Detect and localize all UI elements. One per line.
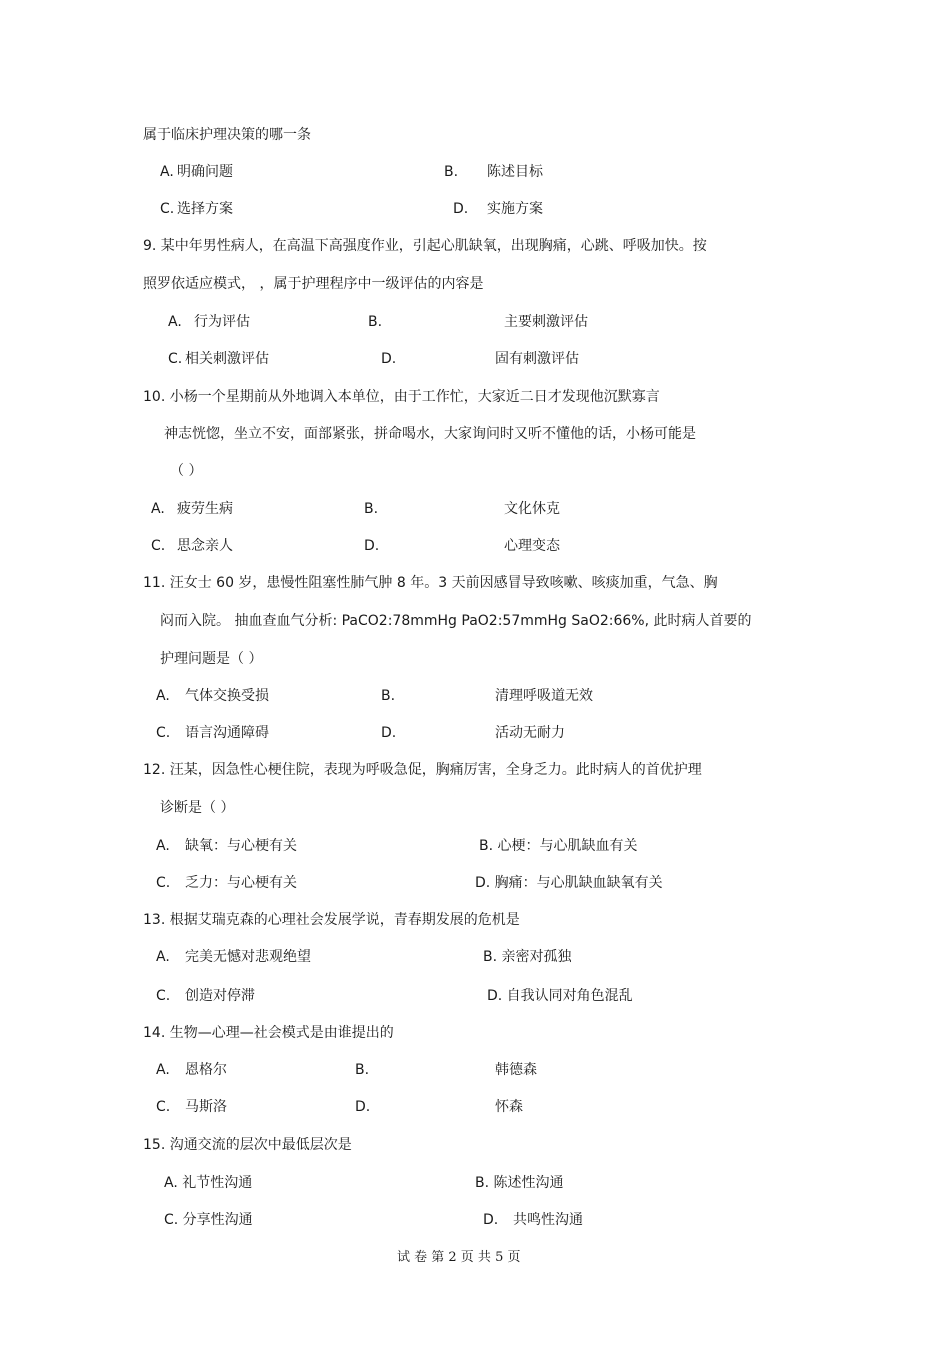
q11-option-d-text: 活动无耐力 — [495, 725, 565, 741]
q12-option-b: B. 心梗：与心肌缺血有关 — [479, 838, 638, 854]
q15-option-d-letter: D. — [483, 1212, 499, 1228]
q15-option-a: A. 礼节性沟通 — [164, 1175, 253, 1191]
q10-stem-line-2: 神志恍惚，坐立不安，面部紧张，拼命喝水，大家询问时又听不懂他的话，小杨可能是 — [164, 426, 696, 442]
q9-option-d-letter: D. — [381, 351, 397, 367]
q8-option-a-text: 明确问题 — [177, 164, 233, 180]
q9-option-b-letter: B. — [368, 314, 383, 330]
q14-option-c-letter: C. — [156, 1099, 171, 1115]
q8-stem: 属于临床护理决策的哪一条 — [143, 127, 311, 143]
q13-option-a-letter: A. — [156, 949, 170, 965]
q13-option-b: B. 亲密对孤独 — [483, 949, 572, 965]
q9-option-c-letter: C. — [168, 351, 183, 367]
q11-stem-line-1: 11. 汪女士 60 岁，患慢性阻塞性肺气肿 8 年。3 天前因感冒导致咳嗽、咳痰加重，气急、胸 — [143, 575, 718, 591]
q13-option-a-text: 完美无憾对悲观绝望 — [185, 949, 311, 965]
q14-option-d-text: 怀森 — [495, 1099, 523, 1115]
q9-option-b-text: 主要刺激评估 — [504, 314, 588, 330]
page-footer: 试 卷 第 2 页 共 5 页 — [397, 1250, 521, 1265]
q12-option-c-text: 乏力：与心梗有关 — [185, 875, 297, 891]
q13-option-c-letter: C. — [156, 988, 171, 1004]
q12-stem-line-2: 诊断是（ ） — [160, 800, 235, 816]
q12-stem-line-1: 12. 汪某，因急性心梗住院，表现为呼吸急促，胸痛厉害，全身乏力。此时病人的首优护理 — [143, 762, 702, 778]
q8-option-d-letter: D. — [453, 201, 469, 217]
q10-option-c-letter: C. — [151, 538, 166, 554]
q11-option-c-text: 语言沟通障碍 — [185, 725, 269, 741]
q11-option-a-text: 气体交换受损 — [185, 688, 269, 704]
q11-option-b-letter: B. — [381, 688, 396, 704]
q10-option-a-text: 疲劳生病 — [177, 501, 233, 517]
q14-option-b-letter: B. — [355, 1062, 370, 1078]
q10-option-d-text: 心理变态 — [504, 538, 560, 554]
q11-stem-line-2: 闷而入院。 抽血查血气分析: PaCO2:78mmHg PaO2:57mmHg SaO2:66%, 此时病人首要的 — [160, 613, 752, 629]
q9-option-d-text: 固有刺激评估 — [495, 351, 579, 367]
q15-option-b: B. 陈述性沟通 — [475, 1175, 564, 1191]
q12-option-a-text: 缺氧：与心梗有关 — [185, 838, 297, 854]
q10-option-a-letter: A. — [151, 501, 165, 517]
q15-stem: 15. 沟通交流的层次中最低层次是 — [143, 1137, 352, 1153]
q11-option-d-letter: D. — [381, 725, 397, 741]
q11-option-c-letter: C. — [156, 725, 171, 741]
q14-option-b-text: 韩德森 — [495, 1062, 537, 1078]
q13-option-d: D. 自我认同对角色混乱 — [487, 988, 633, 1004]
q8-option-c-letter: C. — [160, 201, 175, 217]
q10-option-b-letter: B. — [364, 501, 379, 517]
q15-option-d-text: 共鸣性沟通 — [513, 1212, 583, 1228]
q9-option-a-letter: A. — [168, 314, 182, 330]
q10-option-c-text: 思念亲人 — [177, 538, 233, 554]
q8-option-a-letter: A. — [160, 164, 174, 180]
q11-option-a-letter: A. — [156, 688, 170, 704]
q9-option-c-text: 相关刺激评估 — [185, 351, 269, 367]
q10-answer-bracket: （ ） — [170, 463, 203, 479]
q12-option-c-letter: C. — [156, 875, 171, 891]
q14-option-c-text: 马斯洛 — [185, 1099, 227, 1115]
q10-option-d-letter: D. — [364, 538, 380, 554]
q9-stem-line-2: 照罗依适应模式， ，属于护理程序中一级评估的内容是 — [143, 276, 484, 292]
q12-option-d: D. 胸痛：与心肌缺血缺氧有关 — [475, 875, 663, 891]
q15-option-c: C. 分享性沟通 — [164, 1212, 253, 1228]
q10-option-b-text: 文化休克 — [504, 501, 560, 517]
q12-option-a-letter: A. — [156, 838, 170, 854]
q8-option-c-text: 选择方案 — [177, 201, 233, 217]
q14-option-a-letter: A. — [156, 1062, 170, 1078]
q9-stem-line-1: 9. 某中年男性病人，在高温下高强度作业，引起心肌缺氧，出现胸痛，心跳、呼吸加快。按 — [143, 238, 707, 254]
q8-option-b-letter: B. — [444, 164, 459, 180]
q14-option-a-text: 恩格尔 — [185, 1062, 227, 1078]
q8-option-b-text: 陈述目标 — [487, 164, 543, 180]
q13-stem: 13. 根据艾瑞克森的心理社会发展学说，青春期发展的危机是 — [143, 912, 520, 928]
q11-stem-line-3: 护理问题是（ ） — [160, 651, 263, 667]
q11-option-b-text: 清理呼吸道无效 — [495, 688, 593, 704]
q14-option-d-letter: D. — [355, 1099, 371, 1115]
q14-stem: 14. 生物—心理—社会模式是由谁提出的 — [143, 1025, 394, 1041]
q8-option-d-text: 实施方案 — [487, 201, 543, 217]
q13-option-c-text: 创造对停滞 — [185, 988, 255, 1004]
q9-option-a-text: 行为评估 — [194, 314, 250, 330]
q10-stem-line-1: 10. 小杨一个星期前从外地调入本单位，由于工作忙，大家近二日才发现他沉默寡言 — [143, 389, 660, 405]
